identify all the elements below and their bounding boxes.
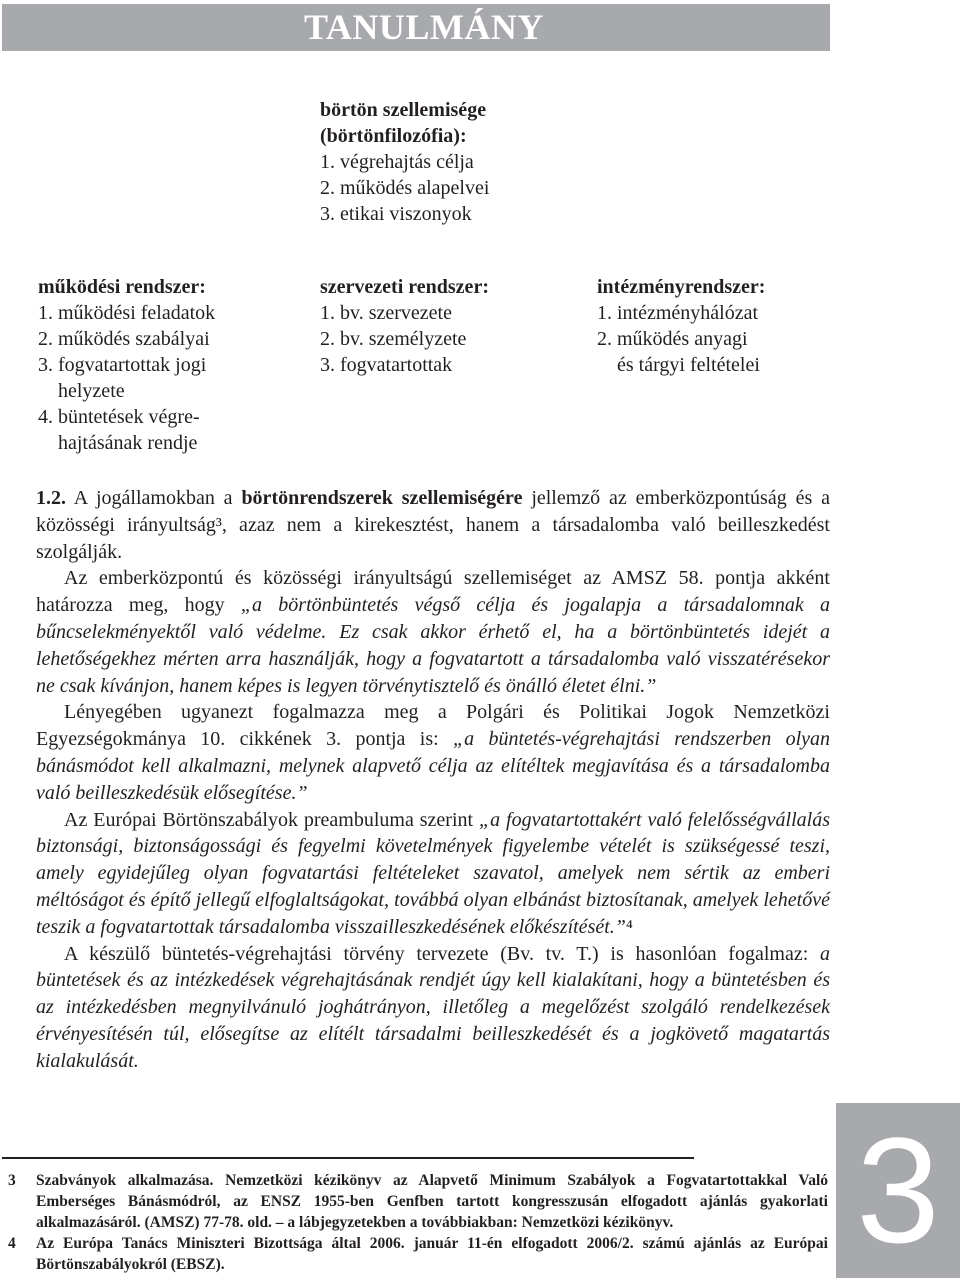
paragraph-4-quote: „a fogvatartottakért való felelősségvállalás biztonsági, biztonságossági és fegyelmi követelmények figyelembe vételét is szükségessé teszi, amely egyidejűleg olyan fogvatartási feltételeket szavatol, amelyek nem sértik az emberi méltóságot és építő jellegű elfoglaltságokat, továbbá olyan elbánást biztosítanak, amelyek lehetővé teszik a fogvatartottak társadalomba visszailleszkedésének előkészítését.” <box>36 808 830 938</box>
footnote-divider <box>2 1157 694 1159</box>
paragraph-4 <box>36 807 830 941</box>
diagram-left-item: 2. működés szabályai <box>38 328 210 350</box>
diagram-left-title: működési rendszer: <box>38 276 206 298</box>
diagram-top-title-2: (börtönfilozófia): <box>320 125 467 147</box>
diagram-top-item: 3. etikai viszonyok <box>320 203 472 225</box>
paragraph-5-text: A készülő büntetés-végrehajtási törvény tervezete (Bv. tv. T.) is hasonlóan fogalmaz: <box>64 942 820 965</box>
footnote-4 <box>8 1233 828 1275</box>
paragraph-1-text-a: A jogállamokban a <box>66 487 242 509</box>
diagram-left-item: helyzete <box>58 380 125 402</box>
footnote-ref-4: ⁴ <box>625 915 633 938</box>
paragraph-2-quote: „a börtönbüntetés végső célja és jogalapja a társadalomnak a bűncselekményektől való védelme. Ez csak akkor érhető el, ha a börtönbüntetés idejét a lehetőségekhez mérten arra használják, hogy a fogvatartott a társadalomba való visszatérésekor ne csak kívánjon, hanem képes is legyen törvénytisztelő és önálló életet élni.” <box>36 594 830 697</box>
footnote-number: 3 <box>8 1172 16 1189</box>
diagram-left-item: 1. működési feladatok <box>38 302 216 324</box>
paragraph-4-text: Az Európai Börtönszabályok preambuluma szerint <box>64 808 479 831</box>
diagram-middle-item: 2. bv. személyzete <box>320 328 467 350</box>
diagram-top-block <box>320 97 489 227</box>
footnote-number: 4 <box>8 1235 16 1252</box>
diagram-left-item: 4. büntetések végre- <box>38 406 200 428</box>
diagram-right-item: 2. működés anyagi <box>597 328 748 350</box>
paragraph-5 <box>36 941 830 1075</box>
diagram-middle-item: 1. bv. szervezete <box>320 302 452 324</box>
page-number: 3 <box>856 1106 940 1274</box>
footnote-text: Szabványok alkalmazása. Nemzetközi kézikönyv az Alapvető Minimum Szabályok a Fogvatartottakkal Való Emberséges Bánásmódról, az ENSZ 1955-ben Genfben tartott kongresszusán elfogadott ajánlás gyakorlati alkalmazásáról. (AMSZ) 77-78. old. – a lábjegyzetekben a továbbiakban: Nemzetközi kézikönyv. <box>36 1172 828 1231</box>
paragraph-3 <box>36 699 830 806</box>
paragraph-5-quote: a büntetések és az intézkedések végrehajtásának rendjét úgy kell kialakítani, hogy a büntetésben és az intézkedésben megnyilvánuló joghátrányon, illetőleg a megelőzést szolgáló rendelkezések érvényesítésén túl, elősegítse az elítélt társadalmi beilleszkedését és a jogkövető magatartás kialakulását. <box>36 942 830 1072</box>
page-number-tab <box>836 1103 960 1278</box>
paragraph-2-text: Az emberközpontú és közösségi irányultságú szellemiséget az AMSZ 58. pontja akként határozza meg, hogy <box>36 567 830 617</box>
diagram-left-block <box>38 274 215 456</box>
diagram-top-item: 1. végrehajtás célja <box>320 151 474 173</box>
diagram-right-item: 1. intézményhálózat <box>597 302 759 324</box>
section-title: TANULMÁNY <box>304 7 544 47</box>
section-number: 1.2. <box>36 487 66 509</box>
paragraph-1-text-b: jellemző az emberközpontúság és a közösségi irányultság³, azaz nem a kirekesztést, hanem a társadalomba való beilleszkedést szolgálják. <box>36 487 830 563</box>
diagram-left-item: hajtásának rendje <box>58 432 198 454</box>
diagram-middle-item: 3. fogvatartottak <box>320 354 453 376</box>
footnote-3 <box>8 1170 828 1233</box>
diagram-top-title-1: börtön szellemisége <box>320 99 487 121</box>
diagram-middle-block <box>320 274 489 378</box>
body-text <box>36 485 830 1075</box>
diagram-right-block <box>597 274 765 378</box>
diagram-left-item: 3. fogvatartottak jogi <box>38 354 207 376</box>
paragraph-3-quote: „a büntetés-végrehajtási rendszerben olyan bánásmódot kell alkalmazni, melynek alapvető célja az elítéltek megjavítása és a társadalomba való beilleszkedésük elősegítése.” <box>36 728 831 804</box>
paragraph-3-text: Lényegében ugyanezt fogalmazza meg a Polgári és Politikai Jogok Nemzetközi Egyezségokmánya 10. cikkének 3. pontja is: <box>36 701 830 751</box>
paragraph-1-bold: börtönrendszerek szellemiségére <box>241 487 523 509</box>
diagram-top-item: 2. működés alapelvei <box>320 177 490 199</box>
diagram-right-title: intézményrendszer: <box>597 276 766 298</box>
paragraph-1 <box>36 485 830 565</box>
footnotes <box>8 1170 828 1275</box>
paragraph-2 <box>36 565 830 699</box>
diagram-right-item: és tárgyi feltételei <box>617 354 760 376</box>
diagram-middle-title: szervezeti rendszer: <box>320 276 489 298</box>
footnote-text: Az Európa Tanács Miniszteri Bizottsága által 2006. január 11-én elfogadott 2006/2. számú ajánlás az Európai Börtönszabályokról (EBSZ). <box>36 1235 828 1273</box>
